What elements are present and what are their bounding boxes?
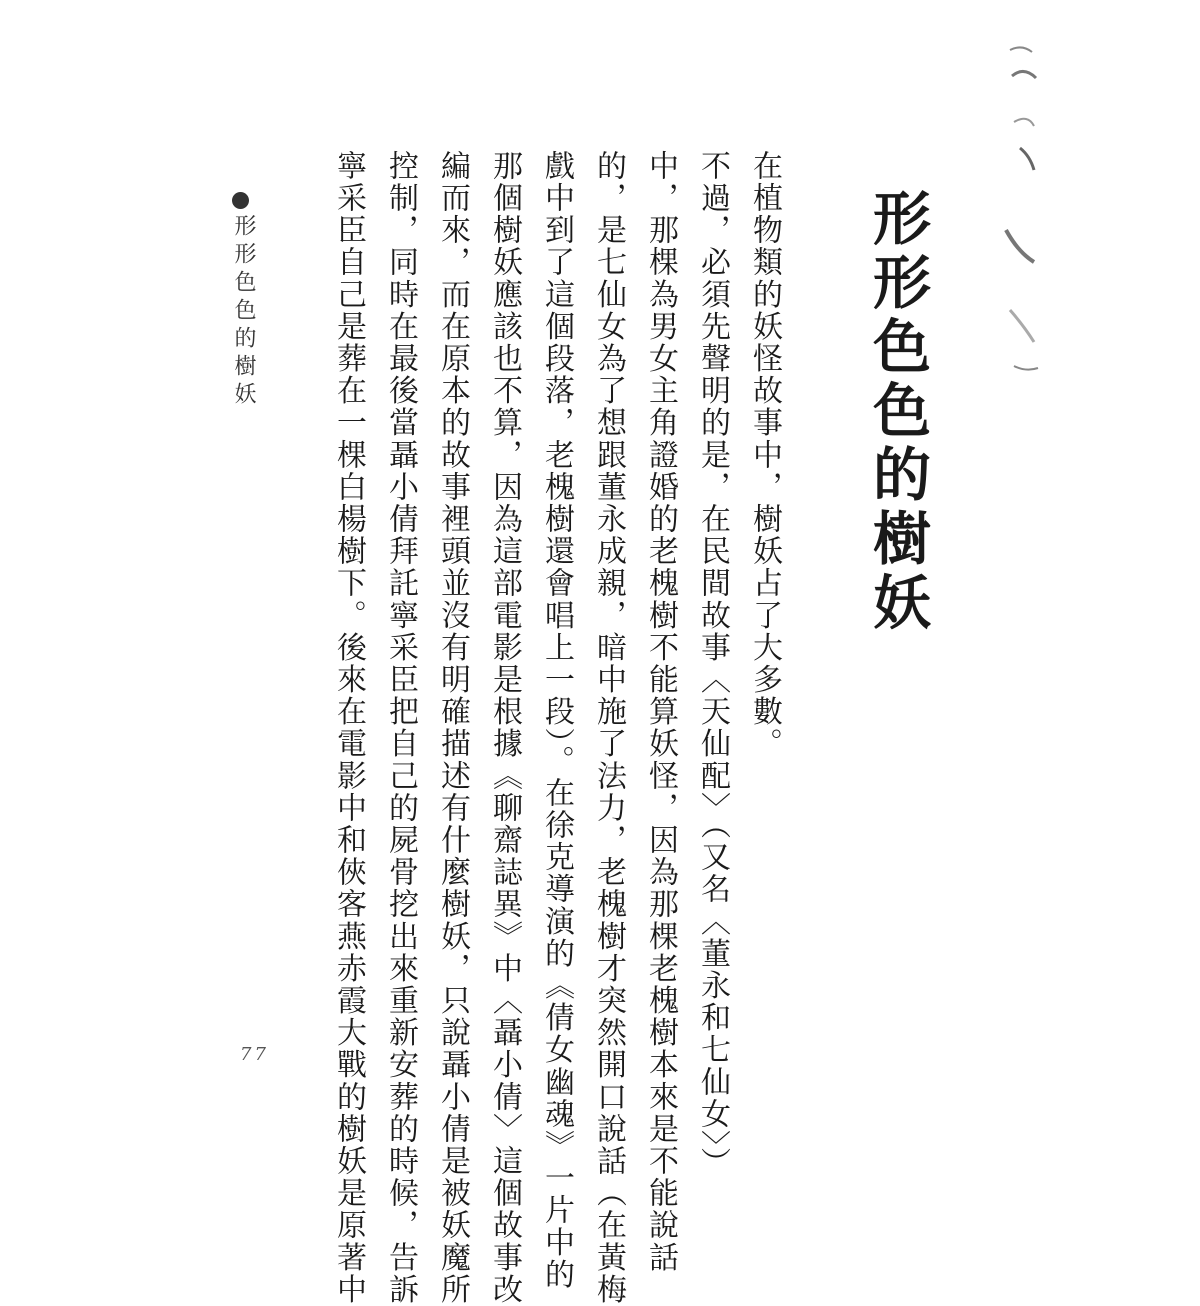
- text-column-8: 控制，同時在最後當聶小倩拜託寧采臣把自己的屍骨挖出來重新安葬的時候，告訴: [383, 150, 418, 1306]
- text-column-6: 那個樹妖應該也不算，因為這部電影是根據《聊齋誌異》中〈聶小倩〉這個故事改: [487, 150, 522, 1306]
- page-number: 77: [240, 1044, 269, 1065]
- running-header: 形形色色的樹妖: [231, 214, 256, 410]
- text-column-5: 戲中到了這個段落，老槐樹還會唱上一段）。在徐克導演的《倩女幽魂》一片中的: [539, 150, 574, 1291]
- text-column-1: 在植物類的妖怪故事中，樹妖占了大多數。: [747, 150, 782, 760]
- text-column-9: 寧采臣自己是葬在一棵白楊樹下。後來在電影中和俠客燕赤霞大戰的樹妖是原著中: [331, 150, 366, 1306]
- text-column-2: 不過，必須先聲明的是，在民間故事〈天仙配〉（又名〈董永和七仙女〉）: [695, 150, 730, 1180]
- bullet-dot-icon: [232, 192, 249, 209]
- text-column-4: 的，是七仙女為了想跟董永成親，暗中施了法力，老槐樹才突然開口說話（在黃梅: [591, 150, 626, 1306]
- brush-stroke-decoration: [990, 30, 1050, 390]
- text-column-7: 編而來，而在原本的故事裡頭並沒有明確描述有什麼樹妖，只說聶小倩是被妖魔所: [435, 150, 470, 1306]
- text-column-3: 中，那棵為男女主角證婚的老槐樹不能算妖怪，因為那棵老槐樹本來是不能說話: [643, 150, 678, 1274]
- chapter-title: 形形色色的樹妖: [863, 188, 931, 636]
